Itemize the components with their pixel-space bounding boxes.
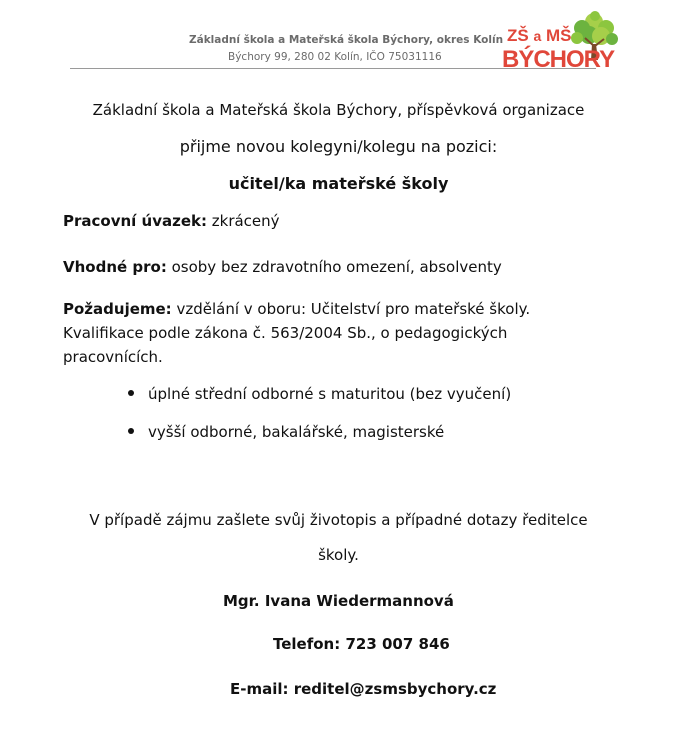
bullet-icon xyxy=(128,390,134,396)
requirements-line-1: vzdělání v oboru: Učitelství pro mateřské školy. xyxy=(171,300,531,318)
school-logo xyxy=(500,8,625,73)
list-item xyxy=(128,385,511,403)
closing-text-line-2: školy. xyxy=(318,546,359,564)
closing-text-line-1: V případě zájmu zašlete svůj životopis a případné dotazy ředitelce xyxy=(89,511,588,529)
lead-text: přijme novou kolegyni/kolegu na pozici: xyxy=(179,137,498,156)
list-item-text: vyšší odborné, bakalářské, magisterské xyxy=(148,423,445,441)
position-title: učitel/ka mateřské školy xyxy=(228,174,449,193)
requirements-line-2: Kvalifikace podle zákona č. 563/2004 Sb., o pedagogických xyxy=(63,324,508,342)
list-item xyxy=(128,423,444,441)
contact-phone: Telefon: 723 007 846 xyxy=(273,635,450,653)
logo-top-text: ZŠ a MŠ xyxy=(507,26,572,45)
intro-text: Základní škola a Mateřská škola Býchory, příspěvková organizace xyxy=(92,101,585,119)
contact-name: Mgr. Ivana Wiedermannová xyxy=(223,592,454,610)
logo-bottom-text: BÝCHORY xyxy=(502,46,615,73)
suitable-for-paragraph xyxy=(63,255,502,279)
work-hours-value: zkrácený xyxy=(207,212,280,230)
requirements-paragraph xyxy=(63,297,530,369)
header-school-name: Základní škola a Mateřská škola Býchory, okres Kolín xyxy=(189,34,504,46)
work-hours-paragraph xyxy=(63,209,280,233)
requirements-line-3: pracovnících. xyxy=(63,348,163,366)
requirements-label: Požadujeme: xyxy=(63,300,172,318)
bullet-icon xyxy=(128,428,134,434)
suitable-for-label: Vhodné pro: xyxy=(63,258,167,276)
work-hours-label: Pracovní úvazek: xyxy=(63,212,207,230)
contact-email: E-mail: reditel@zsmsbychory.cz xyxy=(230,680,497,698)
suitable-for-value: osoby bez zdravotního omezení, absolventy xyxy=(166,258,502,276)
list-item-text: úplné střední odborné s maturitou (bez vyučení) xyxy=(148,385,512,403)
header-address: Býchory 99, 280 02 Kolín, IČO 75031116 xyxy=(228,51,442,63)
